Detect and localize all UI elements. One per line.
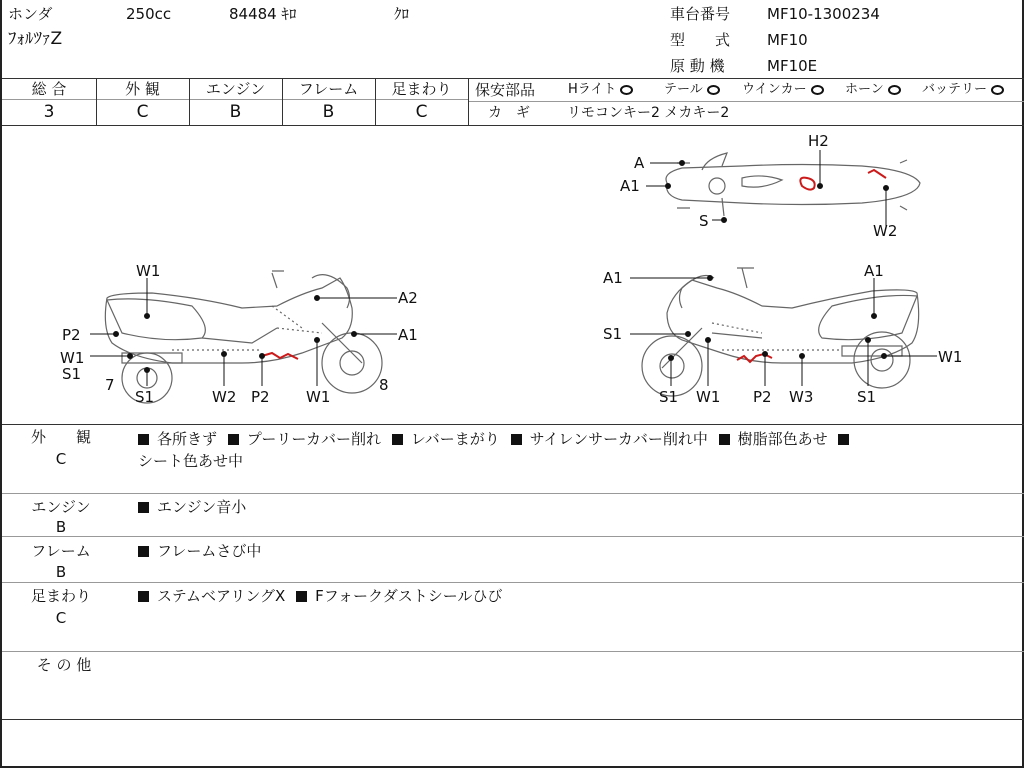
notes-grade-engine: B bbox=[55, 518, 67, 536]
ok-circle-icon bbox=[991, 85, 1004, 95]
diagram-label: P2 bbox=[62, 326, 81, 344]
bullet-icon bbox=[138, 434, 149, 445]
bullet-icon bbox=[138, 546, 149, 557]
diagram-label: W1 bbox=[938, 348, 963, 366]
ok-circle-icon bbox=[888, 85, 901, 95]
divider bbox=[2, 651, 1024, 652]
grade-exterior: C bbox=[136, 102, 149, 122]
notes-items-exterior: 各所きず プーリーカバー削れ レバーまがり サイレンサーカバー削れ中 樹脂部色あせ シート色あせ中 bbox=[138, 428, 998, 472]
notes-grade-frame: B bbox=[55, 563, 67, 581]
diagram-label: 7 bbox=[105, 376, 115, 394]
divider bbox=[2, 493, 1024, 494]
notes-grade-exterior: C bbox=[55, 450, 67, 468]
safety-tail: テール bbox=[664, 81, 720, 99]
diagram-label: P2 bbox=[251, 388, 270, 406]
bullet-icon bbox=[719, 434, 730, 445]
notes-category-other: そ の 他 bbox=[36, 656, 92, 674]
color: ｸﾛ bbox=[394, 5, 410, 23]
diagram-label: A1 bbox=[603, 269, 623, 287]
notes-grade-suspension: C bbox=[55, 609, 67, 627]
diagram-label: W1 bbox=[696, 388, 721, 406]
bullet-icon bbox=[511, 434, 522, 445]
safety-winker: ウインカー bbox=[742, 81, 824, 99]
grade-frame: B bbox=[322, 102, 335, 122]
ok-circle-icon bbox=[811, 85, 824, 95]
scooter-top-view-icon bbox=[666, 153, 920, 216]
diagram-label: P2 bbox=[753, 388, 772, 406]
diagram-label: A1 bbox=[864, 262, 884, 280]
grade-header-suspension: 足まわり bbox=[391, 80, 452, 98]
divider bbox=[2, 424, 1024, 425]
divider bbox=[2, 582, 1024, 583]
safety-headlight: Hライト bbox=[568, 81, 633, 99]
diagram-label: S bbox=[699, 212, 709, 230]
key-value: リモコンキー2 メカキー2 bbox=[567, 105, 730, 121]
key-label: カ ギ bbox=[488, 105, 530, 121]
diagram-label: H2 bbox=[808, 132, 829, 150]
diagram-label: W2 bbox=[212, 388, 237, 406]
diagram-label: A bbox=[634, 154, 645, 172]
grade-suspension: C bbox=[415, 102, 428, 122]
bullet-icon bbox=[296, 591, 307, 602]
model-name: ﾌｫﾙﾂｧZ bbox=[8, 29, 63, 49]
notes-category-frame: フレーム bbox=[31, 542, 91, 560]
divider bbox=[469, 101, 1024, 102]
bullet-icon bbox=[838, 434, 849, 445]
scooter-diagram-svg bbox=[2, 128, 1024, 424]
diagram-label: S1 bbox=[659, 388, 679, 406]
ok-circle-icon bbox=[620, 85, 633, 95]
grade-engine: B bbox=[229, 102, 242, 122]
frame-no: MF10-1300234 bbox=[767, 5, 880, 23]
diagram-label: A1 bbox=[398, 326, 418, 344]
diagram-label: S1 bbox=[62, 365, 82, 383]
bullet-icon bbox=[138, 502, 149, 513]
mileage: 84484 ｷﾛ bbox=[229, 5, 297, 23]
notes-items-frame: フレームさび中 bbox=[138, 542, 261, 560]
diagram-label: W1 bbox=[60, 349, 85, 367]
diagram-label: A2 bbox=[398, 289, 418, 307]
diagram-label: S1 bbox=[857, 388, 877, 406]
notes-items-engine: エンジン音小 bbox=[138, 498, 246, 516]
diagram-label: W1 bbox=[136, 262, 161, 280]
model-code-label: 型 式 bbox=[670, 31, 731, 49]
diagram-label: 8 bbox=[379, 376, 389, 394]
damage-mark-icon bbox=[868, 170, 886, 178]
ok-circle-icon bbox=[707, 85, 720, 95]
damage-mark-icon bbox=[800, 178, 814, 190]
damage-mark-icon bbox=[262, 353, 298, 359]
divider bbox=[2, 78, 1024, 79]
diagram-label: S1 bbox=[603, 325, 623, 343]
divider bbox=[2, 99, 469, 100]
bullet-icon bbox=[392, 434, 403, 445]
diagram-label: W3 bbox=[789, 388, 814, 406]
bullet-icon bbox=[138, 591, 149, 602]
safety-battery: バッテリー bbox=[922, 81, 1004, 99]
grade-header-overall: 総 合 bbox=[31, 80, 67, 98]
divider bbox=[2, 719, 1024, 720]
model-code: MF10 bbox=[767, 31, 808, 49]
divider bbox=[468, 78, 469, 125]
damage-diagram bbox=[2, 128, 1024, 424]
frame-no-label: 車台番号 bbox=[670, 5, 731, 23]
scooter-side-right-icon bbox=[642, 268, 919, 396]
engine-code: MF10E bbox=[767, 57, 818, 75]
diagram-label: S1 bbox=[135, 388, 155, 406]
displacement: 250cc bbox=[126, 5, 172, 23]
maker: ホンダ bbox=[8, 5, 53, 23]
notes-category-exterior: 外 観 bbox=[30, 428, 91, 446]
engine-label: 原 動 機 bbox=[670, 57, 725, 75]
notes-items-suspension: ステムベアリングX Fフォークダストシールひび bbox=[138, 587, 502, 605]
divider bbox=[2, 125, 1024, 126]
safety-label: 保安部品 bbox=[475, 81, 536, 99]
divider bbox=[2, 536, 1024, 537]
grade-header-frame: フレーム bbox=[298, 80, 359, 98]
diagram-label: W1 bbox=[306, 388, 331, 406]
grade-overall: 3 bbox=[43, 102, 55, 122]
grade-header-exterior: 外 観 bbox=[125, 80, 160, 98]
bullet-icon bbox=[228, 434, 239, 445]
grade-header-engine: エンジン bbox=[205, 80, 266, 98]
diagram-label: A1 bbox=[620, 177, 640, 195]
diagram-label: W2 bbox=[873, 222, 898, 240]
safety-horn: ホーン bbox=[845, 81, 901, 99]
notes-category-suspension: 足まわり bbox=[30, 587, 91, 605]
notes-category-engine: エンジン bbox=[31, 498, 91, 516]
